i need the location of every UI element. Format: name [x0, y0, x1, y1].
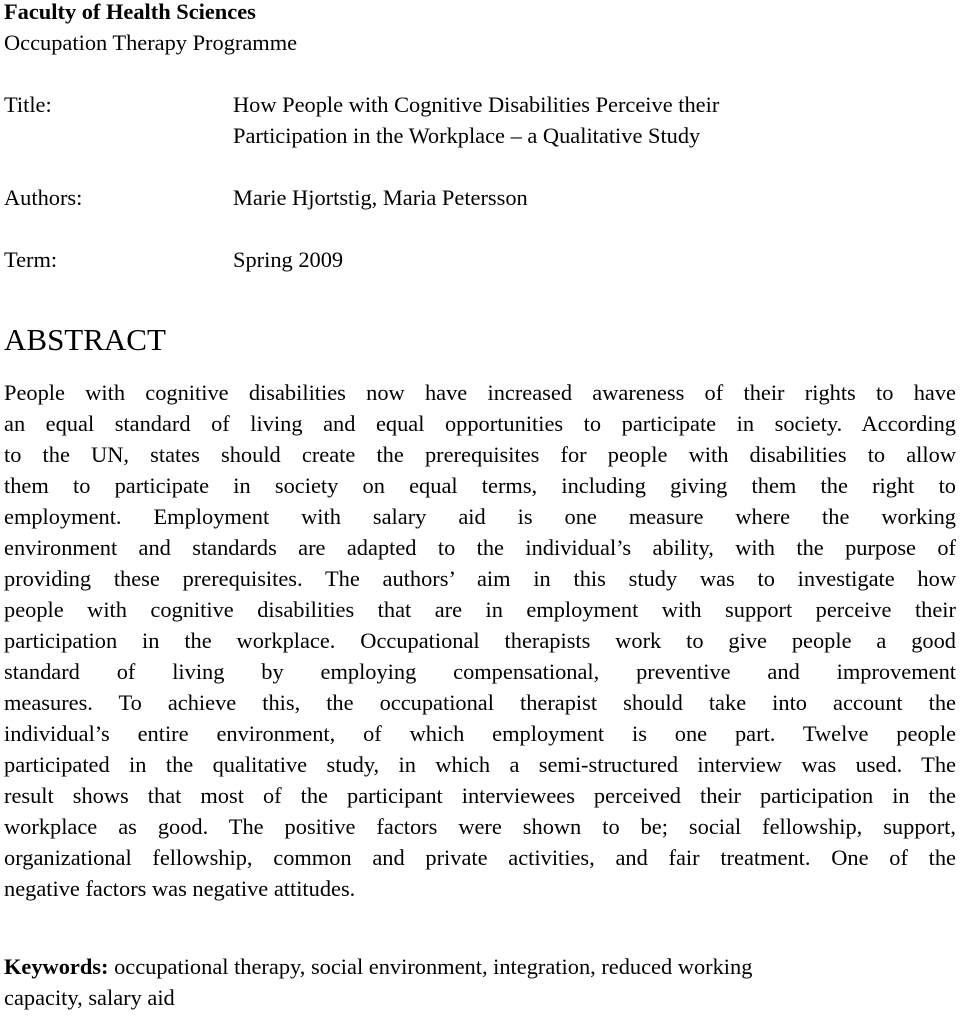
- keywords-label: Keywords:: [4, 954, 109, 979]
- abstract-line: People with cognitive disabilities now have increased awareness of their rights to have: [4, 380, 956, 405]
- abstract-line: organizational fellowship, common and private activities, and fair treatment. One of the: [4, 845, 956, 870]
- authors-label: Authors:: [4, 185, 83, 210]
- faculty-name: Faculty of Health Sciences: [4, 0, 256, 24]
- keywords-text: occupational therapy, social environment, integration, reduced working: [108, 954, 753, 979]
- title-line-2: Participation in the Workplace – a Qualitative Study: [233, 123, 701, 148]
- abstract-line: participation in the workplace. Occupational therapists work to give people a good: [4, 628, 956, 653]
- term-label: Term:: [4, 247, 58, 272]
- abstract-line: employment. Employment with salary aid is one measure where the working: [4, 504, 956, 529]
- abstract-line: providing these prerequisites. The authors’ aim in this study was to investigate how: [4, 566, 956, 591]
- abstract-line: negative factors was negative attitudes.: [4, 876, 356, 901]
- abstract-line: them to participate in society on equal terms, including giving them the right to: [4, 473, 956, 498]
- abstract-line: participated in the qualitative study, in which a semi-structured interview was used. The: [4, 752, 956, 777]
- programme-name: Occupation Therapy Programme: [4, 30, 298, 55]
- abstract-body: [4, 377, 956, 904]
- authors-value: Marie Hjortstig, Maria Petersson: [233, 185, 528, 210]
- keywords-line: capacity, salary aid: [4, 985, 175, 1010]
- title-line-1: How People with Cognitive Disabilities Perceive their: [233, 92, 720, 117]
- abstract-line: result shows that most of the participant interviewees perceived their participation in the: [4, 783, 956, 808]
- abstract-line: an equal standard of living and equal opportunities to participate in society. According: [4, 411, 956, 436]
- abstract-line: measures. To achieve this, the occupational therapist should take into account the: [4, 690, 956, 715]
- title-label: Title:: [4, 92, 52, 117]
- keywords-line: [4, 951, 956, 982]
- abstract-line: people with cognitive disabilities that are in employment with support perceive their: [4, 597, 956, 622]
- abstract-line: to the UN, states should create the prerequisites for people with disabilities to allow: [4, 442, 956, 467]
- term-value: Spring 2009: [233, 247, 344, 272]
- keywords-section: [4, 951, 956, 1013]
- abstract-heading: ABSTRACT: [4, 322, 166, 357]
- abstract-line: environment and standards are adapted to the individual’s ability, with the purpose of: [4, 535, 956, 560]
- abstract-line: workplace as good. The positive factors were shown to be; social fellowship, support,: [4, 814, 956, 839]
- abstract-line: individual’s entire environment, of which employment is one part. Twelve people: [4, 721, 956, 746]
- abstract-line: standard of living by employing compensational, preventive and improvement: [4, 659, 956, 684]
